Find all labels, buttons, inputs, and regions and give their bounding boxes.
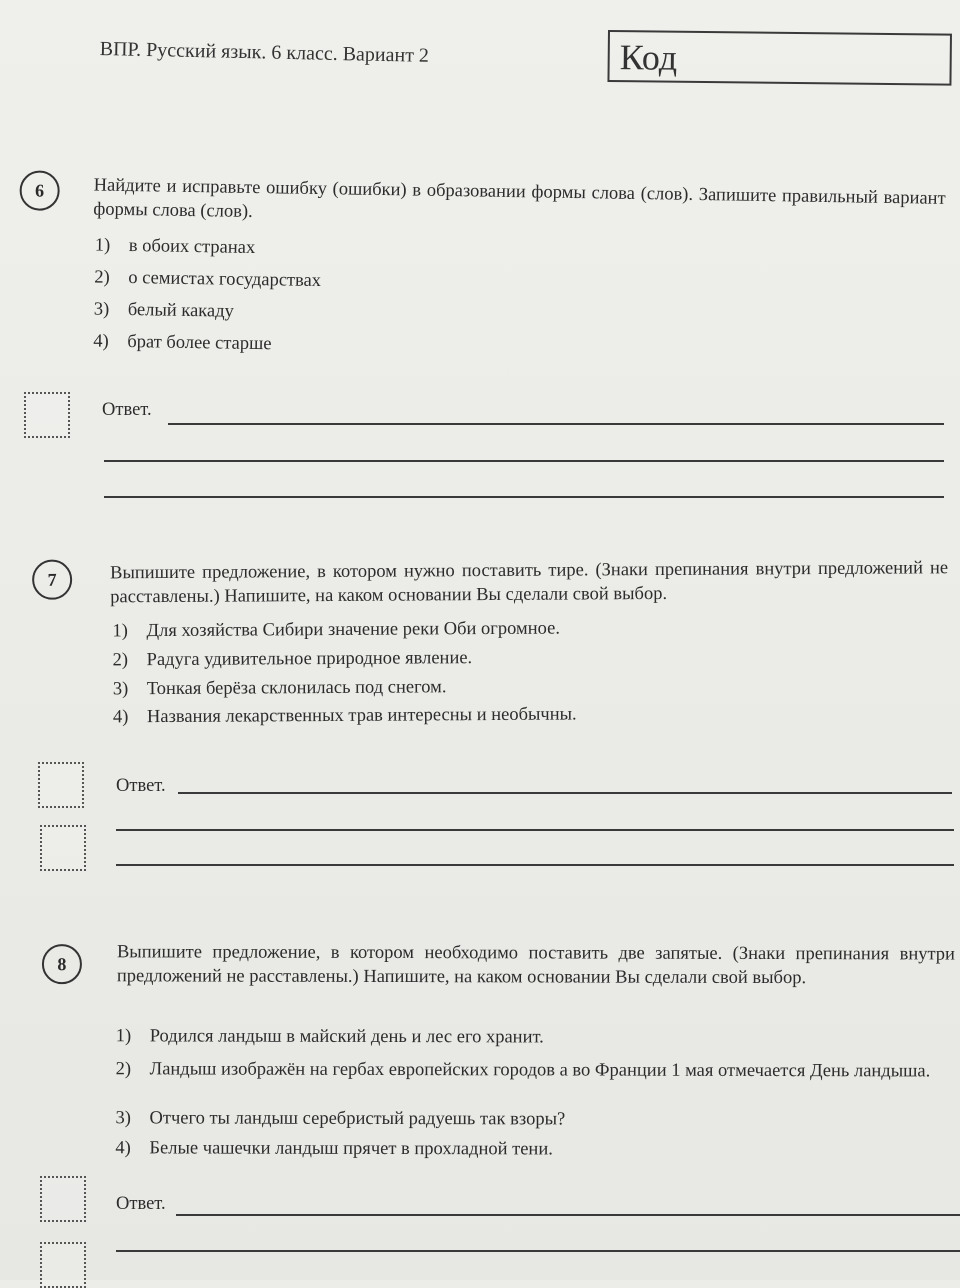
task-prompt: Выпишите предложение, в котором необходимо поставить две запятые. (Знаки препинания внутри предложений не расставлены.) Напишите, на каком основании Вы сделали свой выбор. — [116, 942, 955, 989]
option-number: 1) — [115, 1026, 132, 1047]
option-item — [116, 1026, 544, 1048]
answer-line[interactable] — [116, 1250, 960, 1252]
task-7 — [0, 556, 960, 756]
option-text: о семистах государствах — [128, 268, 322, 292]
option-number: 3) — [115, 1108, 131, 1129]
option-text: Ландыш изображён на гербах европейских городов а во Франции 1 мая отмечается День ландыша. — [149, 1059, 931, 1082]
option-item — [93, 331, 272, 355]
score-box[interactable] — [40, 825, 86, 871]
option-item — [116, 1056, 950, 1084]
task-prompt: Найдите и исправьте ошибку (ошибки) в образовании формы слова (слов). Запишите правильный вариант формы слова (слов). — [93, 175, 946, 222]
option-item — [113, 677, 447, 700]
option-text: Отчего ты ландыш серебристый радуешь так взоры? — [149, 1108, 566, 1130]
answer-line[interactable] — [104, 460, 944, 462]
option-number: 4) — [112, 707, 129, 728]
answer-line[interactable] — [168, 423, 944, 425]
option-item — [94, 267, 321, 292]
score-box[interactable] — [24, 392, 70, 438]
answer-line[interactable] — [176, 1214, 960, 1216]
option-text: в обоих странах — [128, 236, 256, 259]
option-number: 4) — [115, 1138, 131, 1159]
option-text: Белые чашечки ландыш прячет в прохладной тени. — [149, 1138, 553, 1160]
option-number: 2) — [112, 650, 129, 671]
page-fold-line — [0, 0, 21, 12]
task-prompt: Выпишите предложение, в котором нужно поставить тире. (Знаки препинания внутри предложений не расставлены.) Напишите, на каком основании Вы сделали свой выбор. — [110, 558, 949, 608]
answer-label: Ответ. — [116, 776, 166, 796]
option-item — [115, 1108, 565, 1130]
option-number: 1) — [112, 621, 128, 642]
option-number: 3) — [112, 679, 129, 700]
option-item — [94, 299, 234, 322]
option-text: Родился ландыш в майский день и лес его хранит. — [149, 1026, 544, 1048]
option-number: 3) — [93, 299, 110, 320]
answer-line[interactable] — [116, 864, 954, 866]
score-box[interactable] — [38, 762, 84, 808]
option-item — [115, 1138, 552, 1160]
option-text: брат более старше — [127, 332, 272, 355]
option-text: Тонкая берёза склонилась под снегом. — [146, 677, 447, 700]
option-text: Названия лекарственных трав интересны и необычны. — [146, 704, 577, 728]
task-6 — [0, 168, 960, 508]
option-text: Радуга удивительное природное явление. — [146, 648, 473, 671]
answer-line[interactable] — [116, 829, 954, 831]
answer-label: Ответ. — [116, 1194, 166, 1214]
option-number: 2) — [94, 267, 110, 288]
code-label: Код — [619, 37, 678, 78]
option-item — [113, 704, 577, 728]
option-item — [113, 648, 473, 671]
score-box[interactable] — [40, 1242, 86, 1288]
option-item — [95, 235, 256, 259]
answer-line[interactable] — [104, 496, 944, 498]
option-item — [112, 619, 560, 643]
option-text: Для хозяйства Сибири значение реки Оби огромное. — [146, 618, 560, 642]
answer-label: Ответ. — [102, 400, 152, 420]
answer-line[interactable] — [178, 792, 952, 794]
page-title: ВПР. Русский язык. 6 класс. Вариант 2 — [99, 38, 430, 67]
task-number-badge: 7 — [32, 560, 72, 600]
task-number-badge: 8 — [42, 944, 82, 984]
option-text: белый какаду — [127, 300, 235, 322]
code-field[interactable] — [607, 30, 952, 86]
option-number: 2) — [115, 1059, 132, 1080]
option-number: 1) — [94, 235, 111, 256]
score-box[interactable] — [40, 1176, 86, 1222]
option-number: 4) — [93, 331, 109, 352]
task-number-badge: 6 — [19, 170, 60, 211]
task-8 — [0, 938, 960, 1178]
